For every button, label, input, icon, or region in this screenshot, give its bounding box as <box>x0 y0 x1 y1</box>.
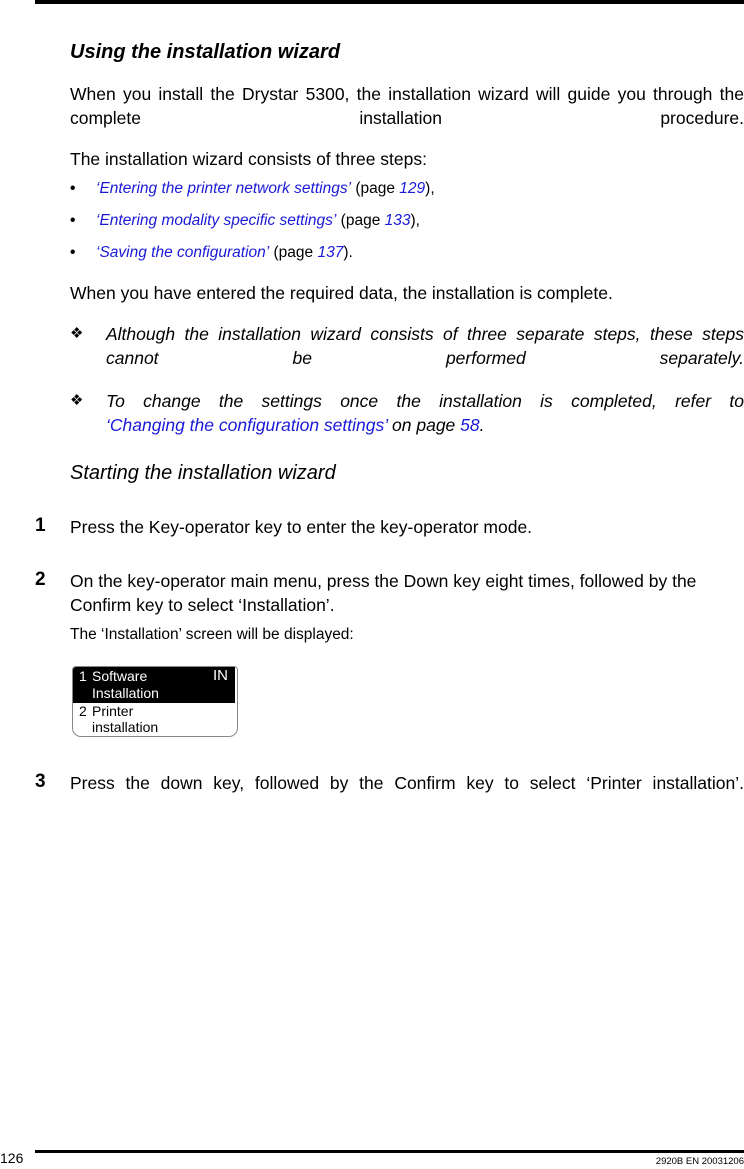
note-icon: ❖ <box>70 325 84 342</box>
document-id: 2920B EN 20031206 <box>655 1156 744 1167</box>
intro-paragraph: When you install the Drystar 5300, the installation wizard will guide you through the complete installation procedure. <box>70 84 744 128</box>
lcd-screen: 1 Software Installation IN 2 Printer installation <box>72 666 238 737</box>
page-link[interactable]: 133 <box>384 212 411 229</box>
cross-reference-link[interactable]: ‘Entering modality specific settings’ <box>96 212 337 229</box>
bullet-icon: • <box>70 244 76 261</box>
cross-reference-link[interactable]: ‘Saving the configuration’ <box>96 244 270 261</box>
subheading: Starting the installation wizard <box>70 462 336 484</box>
lcd-item-software-installation[interactable]: 1 Software Installation IN <box>73 667 235 703</box>
bullet-icon: • <box>70 212 76 229</box>
step-number: 2 <box>35 569 46 590</box>
cross-reference-link[interactable]: ‘Entering the printer network settings’ <box>96 180 352 197</box>
lcd-indicator: IN <box>213 667 228 684</box>
screen-caption: The ‘Installation’ screen will be displayed: <box>70 626 354 643</box>
step-number: 1 <box>35 515 46 536</box>
bullet-icon: • <box>70 180 76 197</box>
note-icon: ❖ <box>70 392 84 409</box>
page-number: 126 <box>0 1150 24 1166</box>
step-text: Press the down key, followed by the Confirm key to select ‘Printer installation’. <box>70 773 744 793</box>
cross-reference-link[interactable]: ‘Changing the configuration settings’ <box>106 415 388 435</box>
step-number: 3 <box>35 771 46 792</box>
section-heading: Using the installation wizard <box>70 41 341 63</box>
note-text: To change the settings once the installation is completed, refer to <box>106 391 744 411</box>
top-rule <box>35 0 744 4</box>
page-link[interactable]: 58 <box>460 415 480 435</box>
note: ❖ To change the settings once the installation is completed, refer to ‘Changing the configuration settings’ on page 58. <box>70 391 744 435</box>
step-text: On the key-operator main menu, press the Down key eight times, followed by the Confirm key to select ‘Installation’. <box>70 571 697 615</box>
page-link[interactable]: 129 <box>399 180 426 197</box>
bottom-rule <box>35 1150 744 1153</box>
note-text: Although the installation wizard consists of three separate steps, these steps cannot be performed separately. <box>106 324 744 368</box>
completion-paragraph: When you have entered the required data, the installation is complete. <box>70 283 613 303</box>
page-link[interactable]: 137 <box>317 244 344 261</box>
steps-intro: The installation wizard consists of three steps: <box>70 149 427 169</box>
note <box>70 322 744 370</box>
step-text: Press the Key-operator key to enter the key-operator mode. <box>70 517 533 537</box>
